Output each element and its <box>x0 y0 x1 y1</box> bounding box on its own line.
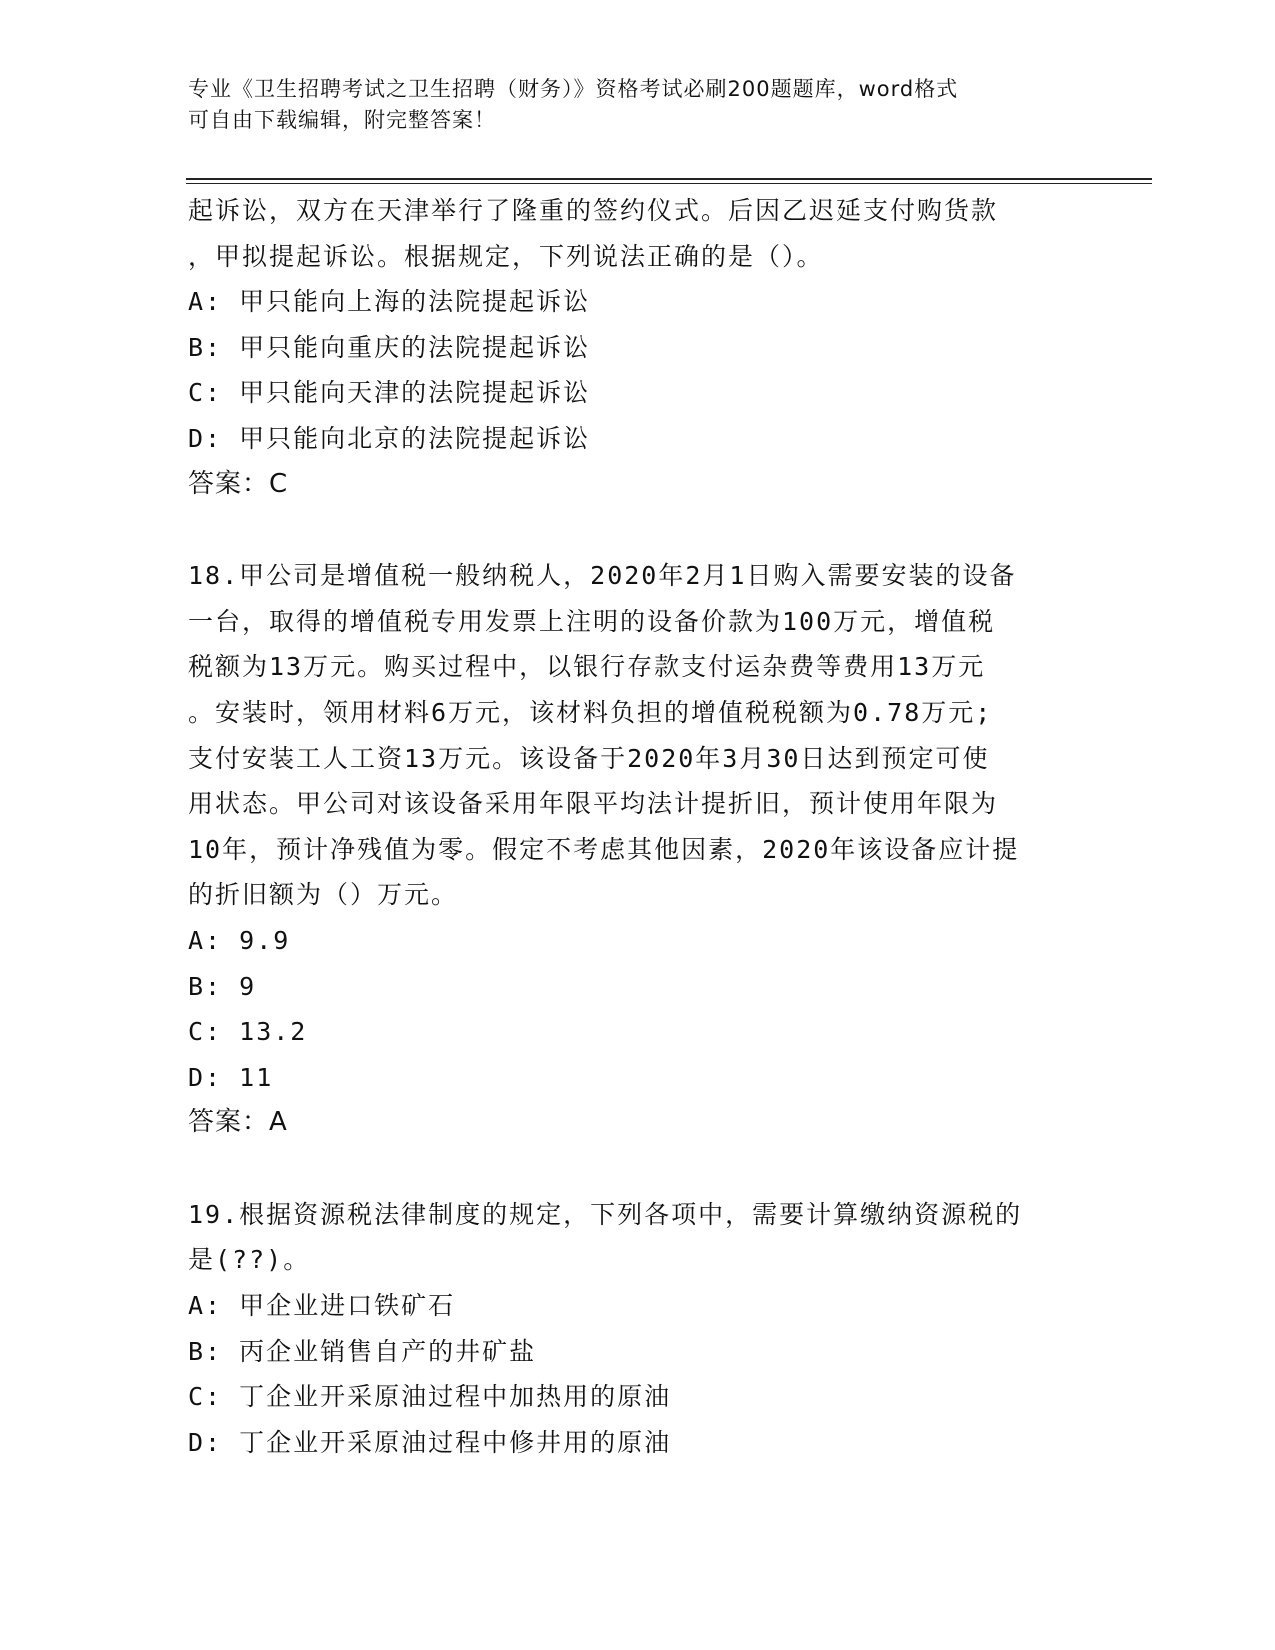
question-stem-line: 。安装时，领用材料6万元，该材料负担的增值税税额为0.78万元; <box>188 697 993 727</box>
question-17 <box>188 188 1088 507</box>
header-title-line-2: 可自由下载编辑，附完整答案！ <box>188 108 496 132</box>
header-title-line-1: 专业《卫生招聘考试之卫生招聘（财务）》资格考试必刷200题题库，word格式 <box>188 77 959 101</box>
answer-line: 答案：C <box>188 468 289 499</box>
document-body <box>188 188 1088 1465</box>
option-b: B: 丙企业销售自产的井矿盐 <box>188 1336 537 1366</box>
option-b: B: 甲只能向重庆的法院提起诉讼 <box>188 332 591 362</box>
spacer <box>188 507 1088 553</box>
question-stem-line: 税额为13万元。购买过程中，以银行存款支付运杂费等费用13万元 <box>188 652 986 682</box>
header-divider-thick <box>186 178 1152 180</box>
option-c: C: 丁企业开采原油过程中加热用的原油 <box>188 1382 672 1412</box>
question-stem-line: 支付安装工人工资13万元。该设备于2020年3月30日达到预定可使 <box>188 743 990 773</box>
header-divider-thin <box>186 183 1152 184</box>
question-stem-line: 18.甲公司是增值税一般纳税人，2020年2月1日购入需要安装的设备 <box>188 561 1017 591</box>
option-b: B: 9 <box>188 971 257 1001</box>
option-a: A: 甲企业进口铁矿石 <box>188 1291 456 1321</box>
option-c: C: 甲只能向天津的法院提起诉讼 <box>188 378 591 408</box>
option-a: A: 9.9 <box>188 925 291 955</box>
question-stem-line: 10年，预计净残值为零。假定不考虑其他因素，2020年该设备应计提 <box>188 834 1020 864</box>
question-stem-line: 一台，取得的增值税专用发票上注明的设备价款为100万元，增值税 <box>188 606 996 636</box>
question-stem-line: 用状态。甲公司对该设备采用年限平均法计提折旧，预计使用年限为 <box>188 789 999 819</box>
question-stem-line: 的折旧额为（）万元。 <box>188 880 459 910</box>
option-c: C: 13.2 <box>188 1017 308 1047</box>
option-d: D: 11 <box>188 1062 274 1092</box>
spacer <box>188 1146 1088 1192</box>
question-stem-line: 是(??)。 <box>188 1245 311 1275</box>
question-stem-line: 19.根据资源税法律制度的规定，下列各项中，需要计算缴纳资源税的 <box>188 1199 1023 1229</box>
document-header <box>188 74 1068 136</box>
question-stem-line: 起诉讼，双方在天津举行了隆重的签约仪式。后因乙迟延支付购货款 <box>188 196 999 225</box>
answer-line: 答案：A <box>188 1107 288 1138</box>
option-a: A: 甲只能向上海的法院提起诉讼 <box>188 287 591 317</box>
question-19 <box>188 1192 1088 1466</box>
option-d: D: 丁企业开采原油过程中修井用的原油 <box>188 1427 672 1457</box>
question-18 <box>188 553 1088 1146</box>
option-d: D: 甲只能向北京的法院提起诉讼 <box>188 423 591 453</box>
question-stem-line: ，甲拟提起诉讼。根据规定，下列说法正确的是（）。 <box>188 241 824 271</box>
